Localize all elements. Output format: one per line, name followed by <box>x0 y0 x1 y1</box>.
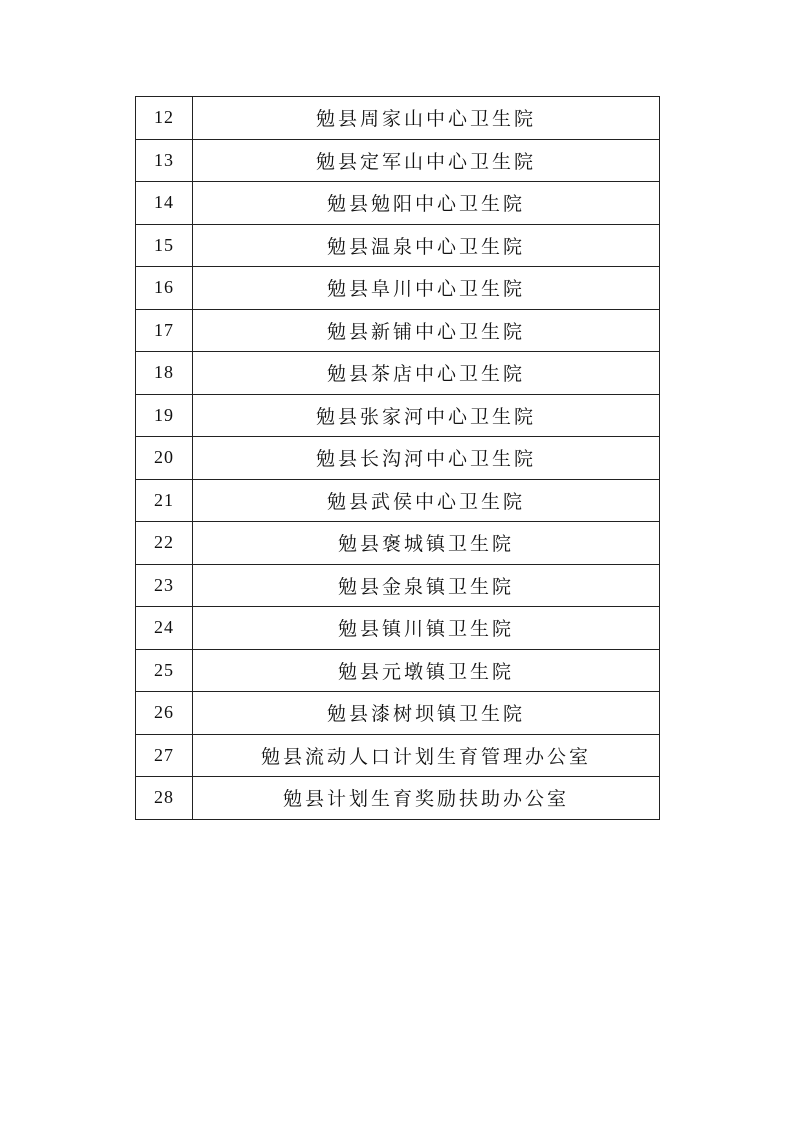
table-row <box>136 777 660 820</box>
table-row <box>136 734 660 777</box>
institution-table-body <box>136 97 660 820</box>
institution-name-cell: 勉县温泉中心卫生院 <box>193 224 660 267</box>
row-number-cell: 15 <box>136 224 193 267</box>
table-row <box>136 224 660 267</box>
row-number-cell: 24 <box>136 607 193 650</box>
table-row <box>136 607 660 650</box>
institution-name-cell: 勉县周家山中心卫生院 <box>193 97 660 140</box>
institution-name-cell: 勉县计划生育奖励扶助办公室 <box>193 777 660 820</box>
row-number-cell: 27 <box>136 734 193 777</box>
table-row <box>136 97 660 140</box>
institution-name-cell: 勉县镇川镇卫生院 <box>193 607 660 650</box>
table-row <box>136 309 660 352</box>
institution-table <box>135 96 660 820</box>
row-number-cell: 26 <box>136 692 193 735</box>
institution-name-cell: 勉县流动人口计划生育管理办公室 <box>193 734 660 777</box>
table-row <box>136 352 660 395</box>
row-number-cell: 13 <box>136 139 193 182</box>
institution-name-cell: 勉县定军山中心卫生院 <box>193 139 660 182</box>
row-number-cell: 20 <box>136 437 193 480</box>
institution-name-cell: 勉县茶店中心卫生院 <box>193 352 660 395</box>
table-row <box>136 182 660 225</box>
institution-name-cell: 勉县元墩镇卫生院 <box>193 649 660 692</box>
row-number-cell: 19 <box>136 394 193 437</box>
institution-name-cell: 勉县武侯中心卫生院 <box>193 479 660 522</box>
row-number-cell: 21 <box>136 479 193 522</box>
row-number-cell: 14 <box>136 182 193 225</box>
institution-name-cell: 勉县褒城镇卫生院 <box>193 522 660 565</box>
row-number-cell: 12 <box>136 97 193 140</box>
institution-name-cell: 勉县长沟河中心卫生院 <box>193 437 660 480</box>
row-number-cell: 16 <box>136 267 193 310</box>
row-number-cell: 23 <box>136 564 193 607</box>
row-number-cell: 28 <box>136 777 193 820</box>
row-number-cell: 17 <box>136 309 193 352</box>
row-number-cell: 22 <box>136 522 193 565</box>
table-row <box>136 479 660 522</box>
table-row <box>136 139 660 182</box>
institution-name-cell: 勉县阜川中心卫生院 <box>193 267 660 310</box>
institution-name-cell: 勉县新铺中心卫生院 <box>193 309 660 352</box>
table-row <box>136 437 660 480</box>
institution-name-cell: 勉县漆树坝镇卫生院 <box>193 692 660 735</box>
table-row <box>136 267 660 310</box>
institution-name-cell: 勉县张家河中心卫生院 <box>193 394 660 437</box>
table-row <box>136 394 660 437</box>
institution-name-cell: 勉县勉阳中心卫生院 <box>193 182 660 225</box>
table-row <box>136 649 660 692</box>
table-row <box>136 564 660 607</box>
table-row <box>136 522 660 565</box>
institution-name-cell: 勉县金泉镇卫生院 <box>193 564 660 607</box>
table-row <box>136 692 660 735</box>
row-number-cell: 25 <box>136 649 193 692</box>
row-number-cell: 18 <box>136 352 193 395</box>
